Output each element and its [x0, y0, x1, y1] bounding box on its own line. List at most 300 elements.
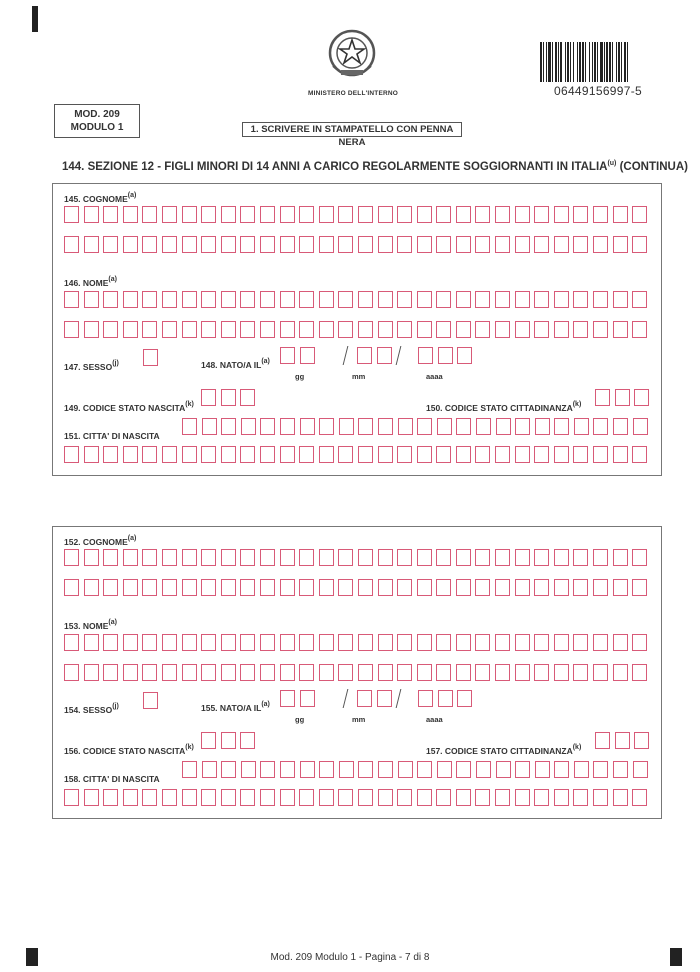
surname-row-2-box[interactable]	[613, 579, 628, 596]
surname-row-2-box[interactable]	[319, 579, 334, 596]
surname-row-2-box[interactable]	[573, 579, 588, 596]
birth-city-row-1-box[interactable]	[202, 761, 217, 778]
name-row-2-box[interactable]	[573, 664, 588, 681]
birth-city-row-1-box[interactable]	[339, 761, 354, 778]
surname-row-1-box[interactable]	[475, 549, 490, 566]
birth-city-row-1-box[interactable]	[398, 761, 413, 778]
birth-day-box[interactable]	[300, 347, 315, 364]
surname-row-1-box[interactable]	[573, 549, 588, 566]
name-row-1-box[interactable]	[378, 634, 393, 651]
name-row-2-box[interactable]	[103, 664, 118, 681]
birth-city-row-1-box[interactable]	[300, 761, 315, 778]
name-row-1-box[interactable]	[495, 291, 510, 308]
name-row-1-box[interactable]	[397, 291, 412, 308]
birth-city-row-2-box[interactable]	[84, 446, 99, 463]
birth-city-row-1-box[interactable]	[476, 761, 491, 778]
birth-city-row-1-box[interactable]	[633, 761, 648, 778]
surname-row-1-box[interactable]	[319, 206, 334, 223]
name-row-1-box[interactable]	[280, 291, 295, 308]
birth-month-box[interactable]	[357, 690, 372, 707]
surname-row-2-box[interactable]	[201, 579, 216, 596]
name-row-2-box[interactable]	[456, 664, 471, 681]
surname-row-1-box[interactable]	[534, 206, 549, 223]
name-row-1-box[interactable]	[123, 291, 138, 308]
birth-city-row-1-box[interactable]	[456, 418, 471, 435]
birth-city-row-2-box[interactable]	[299, 446, 314, 463]
name-row-2-box[interactable]	[299, 321, 314, 338]
birth-city-row-2-box[interactable]	[573, 789, 588, 806]
surname-row-1-box[interactable]	[84, 206, 99, 223]
birth-city-row-2-box[interactable]	[632, 789, 647, 806]
birth-city-row-2-box[interactable]	[201, 446, 216, 463]
surname-row-2-box[interactable]	[554, 579, 569, 596]
name-row-2-box[interactable]	[142, 664, 157, 681]
name-row-2-box[interactable]	[182, 664, 197, 681]
birth-city-row-2-box[interactable]	[417, 446, 432, 463]
name-row-1-box[interactable]	[103, 634, 118, 651]
birth-city-row-2-box[interactable]	[397, 446, 412, 463]
surname-row-1-box[interactable]	[358, 549, 373, 566]
name-row-1-box[interactable]	[534, 634, 549, 651]
surname-row-1-box[interactable]	[515, 206, 530, 223]
name-row-2-box[interactable]	[201, 321, 216, 338]
surname-row-2-box[interactable]	[162, 579, 177, 596]
birth-city-row-1-box[interactable]	[574, 418, 589, 435]
surname-row-2-box[interactable]	[378, 579, 393, 596]
birth-city-row-1-box[interactable]	[358, 418, 373, 435]
name-row-2-box[interactable]	[613, 664, 628, 681]
name-row-2-box[interactable]	[358, 664, 373, 681]
surname-row-2-box[interactable]	[280, 579, 295, 596]
birth-city-row-1-box[interactable]	[437, 418, 452, 435]
name-row-2-box[interactable]	[280, 664, 295, 681]
birth-city-row-1-box[interactable]	[319, 418, 334, 435]
name-row-1-box[interactable]	[358, 291, 373, 308]
surname-row-1-box[interactable]	[123, 206, 138, 223]
birth-city-row-2-box[interactable]	[358, 789, 373, 806]
birth-city-row-2-box[interactable]	[162, 789, 177, 806]
name-row-1-box[interactable]	[240, 291, 255, 308]
birth-city-row-1-box[interactable]	[633, 418, 648, 435]
surname-row-1-box[interactable]	[378, 549, 393, 566]
surname-row-2-box[interactable]	[123, 579, 138, 596]
name-row-1-box[interactable]	[280, 634, 295, 651]
surname-row-2-box[interactable]	[182, 236, 197, 253]
birth-city-row-1-box[interactable]	[417, 418, 432, 435]
name-row-1-box[interactable]	[123, 634, 138, 651]
surname-row-2-box[interactable]	[123, 236, 138, 253]
surname-row-2-box[interactable]	[554, 236, 569, 253]
name-row-2-box[interactable]	[456, 321, 471, 338]
surname-row-2-box[interactable]	[456, 236, 471, 253]
birth-city-row-2-box[interactable]	[515, 789, 530, 806]
birth-city-row-1-box[interactable]	[221, 418, 236, 435]
surname-row-2-box[interactable]	[64, 236, 79, 253]
sex-field-box[interactable]	[143, 349, 158, 366]
birth-city-row-2-box[interactable]	[613, 789, 628, 806]
citizenship-code-box[interactable]	[595, 732, 610, 749]
birth-city-row-2-box[interactable]	[142, 789, 157, 806]
birth-month-box[interactable]	[377, 690, 392, 707]
name-row-1-box[interactable]	[319, 291, 334, 308]
surname-row-1-box[interactable]	[299, 549, 314, 566]
surname-row-2-box[interactable]	[495, 236, 510, 253]
birth-city-row-2-box[interactable]	[475, 446, 490, 463]
birth-city-row-2-box[interactable]	[319, 789, 334, 806]
name-row-2-box[interactable]	[142, 321, 157, 338]
birth-country-code-box[interactable]	[221, 389, 236, 406]
birth-city-row-2-box[interactable]	[613, 446, 628, 463]
name-row-2-box[interactable]	[240, 664, 255, 681]
birth-city-row-1-box[interactable]	[378, 418, 393, 435]
birth-city-row-1-box[interactable]	[593, 761, 608, 778]
birth-city-row-2-box[interactable]	[534, 446, 549, 463]
surname-row-1-box[interactable]	[123, 549, 138, 566]
name-row-1-box[interactable]	[593, 634, 608, 651]
birth-city-row-1-box[interactable]	[476, 418, 491, 435]
surname-row-2-box[interactable]	[64, 579, 79, 596]
surname-row-1-box[interactable]	[397, 206, 412, 223]
birth-city-row-1-box[interactable]	[358, 761, 373, 778]
birth-year-box[interactable]	[418, 690, 433, 707]
surname-row-1-box[interactable]	[182, 206, 197, 223]
birth-city-row-2-box[interactable]	[319, 446, 334, 463]
birth-city-row-2-box[interactable]	[515, 446, 530, 463]
surname-row-1-box[interactable]	[103, 549, 118, 566]
birth-city-row-2-box[interactable]	[260, 789, 275, 806]
name-row-1-box[interactable]	[436, 634, 451, 651]
surname-row-1-box[interactable]	[436, 549, 451, 566]
name-row-1-box[interactable]	[495, 634, 510, 651]
surname-row-1-box[interactable]	[221, 549, 236, 566]
name-row-1-box[interactable]	[221, 291, 236, 308]
name-row-1-box[interactable]	[299, 634, 314, 651]
surname-row-2-box[interactable]	[495, 579, 510, 596]
surname-row-1-box[interactable]	[221, 206, 236, 223]
name-row-1-box[interactable]	[201, 291, 216, 308]
surname-row-2-box[interactable]	[221, 579, 236, 596]
birth-city-row-2-box[interactable]	[240, 446, 255, 463]
name-row-2-box[interactable]	[632, 664, 647, 681]
surname-row-2-box[interactable]	[358, 236, 373, 253]
birth-city-row-1-box[interactable]	[241, 418, 256, 435]
surname-row-2-box[interactable]	[182, 579, 197, 596]
name-row-1-box[interactable]	[358, 634, 373, 651]
surname-row-2-box[interactable]	[358, 579, 373, 596]
name-row-2-box[interactable]	[240, 321, 255, 338]
surname-row-2-box[interactable]	[632, 236, 647, 253]
surname-row-1-box[interactable]	[554, 206, 569, 223]
name-row-2-box[interactable]	[397, 321, 412, 338]
surname-row-2-box[interactable]	[515, 579, 530, 596]
surname-row-1-box[interactable]	[142, 206, 157, 223]
name-row-2-box[interactable]	[123, 664, 138, 681]
surname-row-1-box[interactable]	[162, 206, 177, 223]
surname-row-1-box[interactable]	[280, 549, 295, 566]
citizenship-code-box[interactable]	[634, 389, 649, 406]
name-row-1-box[interactable]	[221, 634, 236, 651]
surname-row-1-box[interactable]	[495, 206, 510, 223]
surname-row-1-box[interactable]	[358, 206, 373, 223]
surname-row-1-box[interactable]	[260, 549, 275, 566]
surname-row-1-box[interactable]	[338, 549, 353, 566]
surname-row-2-box[interactable]	[436, 236, 451, 253]
surname-row-1-box[interactable]	[417, 549, 432, 566]
surname-row-1-box[interactable]	[613, 206, 628, 223]
name-row-2-box[interactable]	[260, 664, 275, 681]
birth-city-row-2-box[interactable]	[573, 446, 588, 463]
name-row-1-box[interactable]	[417, 291, 432, 308]
name-row-1-box[interactable]	[554, 634, 569, 651]
name-row-2-box[interactable]	[593, 321, 608, 338]
birth-country-code-box[interactable]	[240, 389, 255, 406]
name-row-2-box[interactable]	[515, 321, 530, 338]
surname-row-2-box[interactable]	[240, 236, 255, 253]
birth-year-box[interactable]	[457, 347, 472, 364]
name-row-2-box[interactable]	[319, 321, 334, 338]
name-row-2-box[interactable]	[201, 664, 216, 681]
surname-row-1-box[interactable]	[417, 206, 432, 223]
surname-row-1-box[interactable]	[64, 206, 79, 223]
name-row-2-box[interactable]	[417, 664, 432, 681]
name-row-1-box[interactable]	[613, 291, 628, 308]
name-row-1-box[interactable]	[515, 634, 530, 651]
birth-city-row-1-box[interactable]	[280, 418, 295, 435]
name-row-1-box[interactable]	[338, 634, 353, 651]
name-row-1-box[interactable]	[162, 634, 177, 651]
surname-row-1-box[interactable]	[573, 206, 588, 223]
birth-city-row-2-box[interactable]	[475, 789, 490, 806]
birth-year-box[interactable]	[438, 347, 453, 364]
surname-row-1-box[interactable]	[84, 549, 99, 566]
birth-month-box[interactable]	[357, 347, 372, 364]
birth-city-row-2-box[interactable]	[123, 789, 138, 806]
birth-city-row-1-box[interactable]	[593, 418, 608, 435]
birth-city-row-2-box[interactable]	[221, 446, 236, 463]
surname-row-1-box[interactable]	[338, 206, 353, 223]
name-row-1-box[interactable]	[64, 634, 79, 651]
surname-row-2-box[interactable]	[397, 579, 412, 596]
birth-city-row-2-box[interactable]	[593, 789, 608, 806]
name-row-2-box[interactable]	[162, 321, 177, 338]
surname-row-2-box[interactable]	[299, 236, 314, 253]
birth-day-box[interactable]	[280, 347, 295, 364]
surname-row-2-box[interactable]	[84, 579, 99, 596]
name-row-1-box[interactable]	[475, 291, 490, 308]
name-row-1-box[interactable]	[182, 291, 197, 308]
name-row-2-box[interactable]	[573, 321, 588, 338]
surname-row-1-box[interactable]	[103, 206, 118, 223]
surname-row-2-box[interactable]	[436, 579, 451, 596]
birth-city-row-2-box[interactable]	[358, 446, 373, 463]
surname-row-2-box[interactable]	[613, 236, 628, 253]
name-row-2-box[interactable]	[123, 321, 138, 338]
surname-row-2-box[interactable]	[338, 579, 353, 596]
name-row-1-box[interactable]	[240, 634, 255, 651]
surname-row-1-box[interactable]	[495, 549, 510, 566]
birth-day-box[interactable]	[300, 690, 315, 707]
name-row-2-box[interactable]	[358, 321, 373, 338]
name-row-1-box[interactable]	[417, 634, 432, 651]
name-row-2-box[interactable]	[260, 321, 275, 338]
name-row-2-box[interactable]	[182, 321, 197, 338]
surname-row-1-box[interactable]	[515, 549, 530, 566]
name-row-1-box[interactable]	[260, 291, 275, 308]
citizenship-code-box[interactable]	[615, 732, 630, 749]
citizenship-code-box[interactable]	[595, 389, 610, 406]
birth-city-row-1-box[interactable]	[613, 418, 628, 435]
birth-city-row-2-box[interactable]	[103, 789, 118, 806]
birth-city-row-1-box[interactable]	[456, 761, 471, 778]
birth-city-row-2-box[interactable]	[554, 446, 569, 463]
name-row-1-box[interactable]	[632, 291, 647, 308]
surname-row-2-box[interactable]	[397, 236, 412, 253]
birth-city-row-2-box[interactable]	[338, 789, 353, 806]
birth-city-row-2-box[interactable]	[417, 789, 432, 806]
birth-city-row-2-box[interactable]	[280, 789, 295, 806]
birth-city-row-2-box[interactable]	[103, 446, 118, 463]
name-row-2-box[interactable]	[338, 321, 353, 338]
name-row-1-box[interactable]	[84, 634, 99, 651]
surname-row-1-box[interactable]	[142, 549, 157, 566]
birth-city-row-1-box[interactable]	[202, 418, 217, 435]
surname-row-2-box[interactable]	[103, 579, 118, 596]
name-row-1-box[interactable]	[456, 634, 471, 651]
birth-city-row-2-box[interactable]	[456, 789, 471, 806]
birth-city-row-2-box[interactable]	[142, 446, 157, 463]
name-row-1-box[interactable]	[397, 634, 412, 651]
surname-row-1-box[interactable]	[534, 549, 549, 566]
name-row-1-box[interactable]	[103, 291, 118, 308]
name-row-1-box[interactable]	[632, 634, 647, 651]
surname-row-2-box[interactable]	[142, 579, 157, 596]
name-row-2-box[interactable]	[495, 664, 510, 681]
birth-city-row-1-box[interactable]	[398, 418, 413, 435]
birth-year-box[interactable]	[438, 690, 453, 707]
birth-city-row-1-box[interactable]	[437, 761, 452, 778]
birth-city-row-2-box[interactable]	[378, 789, 393, 806]
name-row-2-box[interactable]	[475, 664, 490, 681]
birth-city-row-1-box[interactable]	[417, 761, 432, 778]
name-row-2-box[interactable]	[299, 664, 314, 681]
surname-row-1-box[interactable]	[378, 206, 393, 223]
surname-row-1-box[interactable]	[240, 206, 255, 223]
surname-row-2-box[interactable]	[201, 236, 216, 253]
name-row-2-box[interactable]	[319, 664, 334, 681]
birth-city-row-1-box[interactable]	[339, 418, 354, 435]
surname-row-2-box[interactable]	[593, 236, 608, 253]
birth-city-row-2-box[interactable]	[534, 789, 549, 806]
name-row-2-box[interactable]	[475, 321, 490, 338]
surname-row-2-box[interactable]	[240, 579, 255, 596]
surname-row-1-box[interactable]	[456, 206, 471, 223]
name-row-2-box[interactable]	[221, 321, 236, 338]
name-row-2-box[interactable]	[378, 321, 393, 338]
birth-city-row-2-box[interactable]	[397, 789, 412, 806]
surname-row-2-box[interactable]	[534, 236, 549, 253]
surname-row-1-box[interactable]	[613, 549, 628, 566]
surname-row-1-box[interactable]	[319, 549, 334, 566]
name-row-2-box[interactable]	[64, 321, 79, 338]
birth-country-code-box[interactable]	[201, 389, 216, 406]
name-row-2-box[interactable]	[162, 664, 177, 681]
name-row-2-box[interactable]	[534, 664, 549, 681]
name-row-1-box[interactable]	[456, 291, 471, 308]
name-row-2-box[interactable]	[280, 321, 295, 338]
surname-row-1-box[interactable]	[201, 549, 216, 566]
birth-city-row-1-box[interactable]	[221, 761, 236, 778]
birth-city-row-2-box[interactable]	[495, 446, 510, 463]
birth-city-row-1-box[interactable]	[515, 761, 530, 778]
surname-row-1-box[interactable]	[593, 549, 608, 566]
birth-city-row-1-box[interactable]	[613, 761, 628, 778]
name-row-1-box[interactable]	[142, 634, 157, 651]
name-row-2-box[interactable]	[632, 321, 647, 338]
name-row-1-box[interactable]	[378, 291, 393, 308]
birth-city-row-2-box[interactable]	[436, 446, 451, 463]
name-row-2-box[interactable]	[534, 321, 549, 338]
birth-city-row-2-box[interactable]	[632, 446, 647, 463]
surname-row-2-box[interactable]	[475, 579, 490, 596]
birth-city-row-2-box[interactable]	[64, 446, 79, 463]
name-row-1-box[interactable]	[613, 634, 628, 651]
surname-row-2-box[interactable]	[84, 236, 99, 253]
surname-row-2-box[interactable]	[475, 236, 490, 253]
citizenship-code-box[interactable]	[634, 732, 649, 749]
name-row-2-box[interactable]	[495, 321, 510, 338]
birth-day-box[interactable]	[280, 690, 295, 707]
birth-city-row-2-box[interactable]	[182, 446, 197, 463]
name-row-2-box[interactable]	[397, 664, 412, 681]
surname-row-1-box[interactable]	[554, 549, 569, 566]
name-row-2-box[interactable]	[554, 321, 569, 338]
surname-row-2-box[interactable]	[142, 236, 157, 253]
birth-city-row-2-box[interactable]	[240, 789, 255, 806]
birth-city-row-1-box[interactable]	[554, 418, 569, 435]
name-row-1-box[interactable]	[319, 634, 334, 651]
surname-row-1-box[interactable]	[456, 549, 471, 566]
birth-city-row-1-box[interactable]	[260, 418, 275, 435]
surname-row-2-box[interactable]	[299, 579, 314, 596]
surname-row-2-box[interactable]	[417, 236, 432, 253]
birth-country-code-box[interactable]	[221, 732, 236, 749]
birth-year-box[interactable]	[457, 690, 472, 707]
surname-row-2-box[interactable]	[338, 236, 353, 253]
birth-city-row-1-box[interactable]	[554, 761, 569, 778]
surname-row-1-box[interactable]	[593, 206, 608, 223]
birth-city-row-1-box[interactable]	[182, 761, 197, 778]
name-row-1-box[interactable]	[338, 291, 353, 308]
name-row-1-box[interactable]	[84, 291, 99, 308]
surname-row-1-box[interactable]	[280, 206, 295, 223]
birth-country-code-box[interactable]	[201, 732, 216, 749]
name-row-2-box[interactable]	[378, 664, 393, 681]
surname-row-2-box[interactable]	[319, 236, 334, 253]
name-row-1-box[interactable]	[64, 291, 79, 308]
birth-city-row-2-box[interactable]	[64, 789, 79, 806]
name-row-1-box[interactable]	[299, 291, 314, 308]
birth-city-row-2-box[interactable]	[123, 446, 138, 463]
birth-city-row-2-box[interactable]	[260, 446, 275, 463]
surname-row-2-box[interactable]	[378, 236, 393, 253]
name-row-2-box[interactable]	[436, 664, 451, 681]
name-row-2-box[interactable]	[221, 664, 236, 681]
surname-row-1-box[interactable]	[64, 549, 79, 566]
name-row-1-box[interactable]	[593, 291, 608, 308]
name-row-1-box[interactable]	[573, 634, 588, 651]
birth-city-row-1-box[interactable]	[319, 761, 334, 778]
name-row-1-box[interactable]	[162, 291, 177, 308]
